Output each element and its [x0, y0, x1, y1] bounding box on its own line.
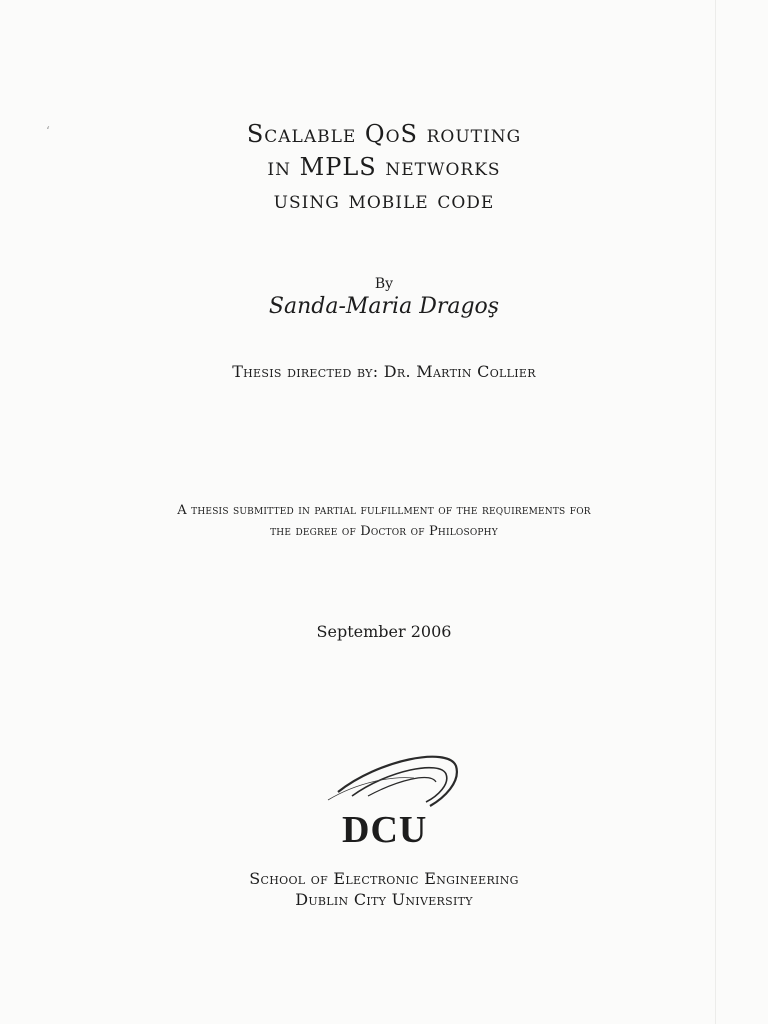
- submission-date: September 2006: [316, 622, 452, 641]
- thesis-title: [0, 118, 768, 217]
- dcu-logo: [318, 752, 468, 852]
- thesis-director: Thesis directed by: Dr. Martin Collier: [232, 362, 536, 381]
- school-affiliation: [0, 868, 768, 910]
- logo-swoosh-outer: [338, 757, 457, 806]
- logo-swoosh-middle: [352, 768, 447, 802]
- by-label: By: [374, 276, 394, 292]
- title-line-1: Scalable QoS routing: [246, 120, 522, 148]
- scan-speck: ‘: [46, 124, 50, 138]
- submission-line-2: the degree of Doctor of Philosophy: [270, 524, 498, 539]
- school-name: School of Electronic Engineering: [249, 869, 519, 888]
- submission-statement: [0, 500, 768, 542]
- university-name: Dublin City University: [295, 890, 473, 909]
- logo-text: DCU: [342, 809, 428, 851]
- title-line-3: using mobile code: [273, 186, 495, 214]
- author-name: Sanda-Maria Dragoş: [268, 294, 500, 319]
- submission-line-1: A thesis submitted in partial fulfillment of the requirements for: [177, 503, 591, 518]
- title-line-2: in MPLS networks: [267, 153, 501, 181]
